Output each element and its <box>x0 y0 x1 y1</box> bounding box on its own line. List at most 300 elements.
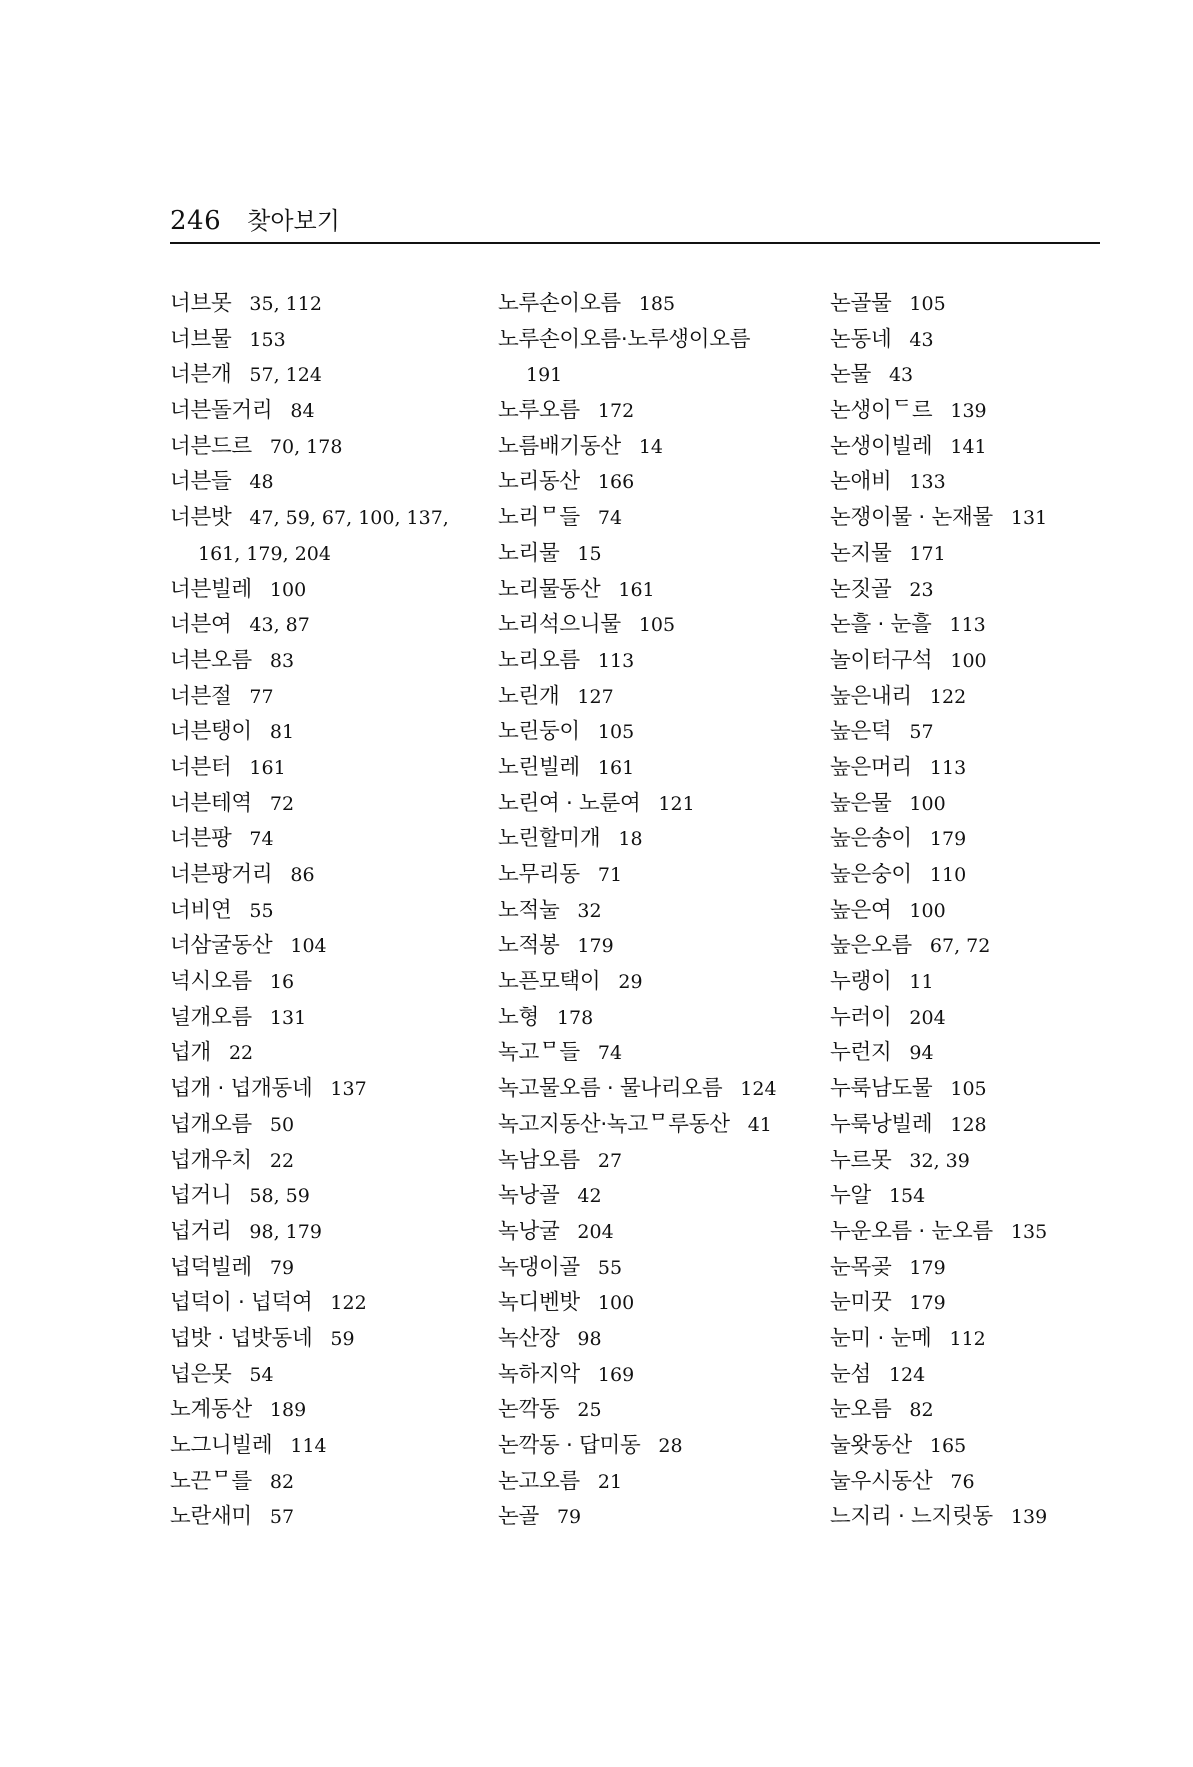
index-entry <box>170 1214 500 1250</box>
index-term: 눈섬 <box>830 1361 871 1387</box>
index-entry <box>170 464 500 500</box>
index-term: 누룩남도물 <box>830 1076 933 1102</box>
index-pages: 122 <box>330 1292 367 1315</box>
index-term: 누르못 <box>830 1147 892 1173</box>
index-pages: 74 <box>597 1042 623 1065</box>
index-pages: 122 <box>929 685 967 708</box>
index-pages: 32 <box>577 899 602 922</box>
index-term: 노적눌 <box>498 897 560 923</box>
index-entry <box>830 679 1130 715</box>
index-pages: 179 <box>929 828 967 851</box>
index-entry <box>498 572 828 608</box>
index-pages: 47, 59, 67, 100, 137, <box>249 507 449 530</box>
index-pages: 57, 124 <box>249 364 322 387</box>
index-entry <box>170 1464 500 1500</box>
index-pages: 105 <box>950 1078 987 1101</box>
index-pages: 67, 72 <box>929 935 991 958</box>
index-term: 넙덕빌레 <box>170 1254 252 1280</box>
index-term: 높은여 <box>830 897 892 923</box>
index-pages: 131 <box>1010 507 1048 530</box>
index-term: 노끈ᄆ를 <box>170 1468 252 1494</box>
index-pages: 18 <box>618 828 643 851</box>
index-entry <box>830 893 1130 929</box>
index-term: 너븐들 <box>170 469 232 495</box>
index-pages: 82 <box>269 1470 295 1493</box>
index-term: 녹디벤밧 <box>498 1290 580 1316</box>
index-entry <box>830 928 1130 964</box>
index-entry <box>170 536 500 572</box>
index-entry <box>830 1107 1130 1143</box>
index-term: 눌우시동산 <box>830 1468 933 1494</box>
index-pages: 35, 112 <box>249 293 322 315</box>
index-pages: 141 <box>950 435 987 458</box>
index-pages: 128 <box>950 1113 987 1136</box>
index-entry <box>498 821 828 857</box>
index-pages: 171 <box>909 542 946 565</box>
index-entry <box>830 607 1130 643</box>
index-term: 논애비 <box>830 469 892 495</box>
index-pages: 79 <box>269 1256 295 1279</box>
index-entry <box>170 357 500 393</box>
index-pages: 100 <box>909 899 946 922</box>
index-entry <box>170 607 500 643</box>
index-term: 눈오름 <box>830 1397 892 1423</box>
index-pages: 22 <box>269 1149 295 1172</box>
index-entry <box>498 429 828 465</box>
index-term: 넙거리 <box>170 1218 232 1244</box>
index-pages: 127 <box>577 685 614 708</box>
index-pages: 104 <box>290 935 327 958</box>
index-term: 너븐테역 <box>170 790 252 816</box>
index-entry <box>170 1178 500 1214</box>
index-entry <box>170 1321 500 1357</box>
index-entry <box>830 1321 1130 1357</box>
index-term: 노픈모택이 <box>498 969 601 995</box>
index-entry <box>170 1035 500 1071</box>
index-term: 노린둥이 <box>498 719 580 745</box>
index-entry <box>170 1392 500 1428</box>
index-pages: 70, 178 <box>269 435 343 458</box>
index-term: 눈목곶 <box>830 1254 892 1280</box>
index-entry <box>170 679 500 715</box>
index-entry <box>830 821 1130 857</box>
index-pages: 43 <box>888 364 914 387</box>
index-pages: 16 <box>269 971 295 994</box>
index-pages: 105 <box>597 721 635 744</box>
index-entry <box>170 1357 500 1393</box>
index-pages: 135 <box>1010 1220 1048 1243</box>
index-entry <box>498 607 828 643</box>
index-entry <box>830 1250 1130 1286</box>
index-term: 논깍동 · 답미동 <box>498 1433 641 1458</box>
index-pages: 32, 39 <box>909 1149 970 1172</box>
index-term: 느지리 · 느지릿동 <box>830 1504 993 1530</box>
index-term: 논쟁이물 · 논재물 <box>830 505 993 531</box>
index-term: 노적봉 <box>498 933 560 959</box>
index-pages: 76 <box>950 1470 975 1493</box>
index-term: 넙개 · 넙개동네 <box>170 1076 313 1102</box>
index-pages: 112 <box>949 1327 986 1350</box>
index-entry <box>830 536 1130 572</box>
index-entry <box>498 750 828 786</box>
index-entry <box>170 1250 500 1286</box>
index-term: 녹하지악 <box>498 1361 580 1387</box>
index-pages: 131 <box>269 1006 307 1029</box>
index-term: 노리물 <box>498 540 560 566</box>
index-entry <box>830 750 1130 786</box>
index-term: 녹고지동산·녹고ᄆ루동산 <box>498 1111 730 1137</box>
index-pages: 77 <box>249 685 274 708</box>
index-entry <box>170 821 500 857</box>
index-term: 넙은못 <box>170 1361 232 1387</box>
index-pages: 189 <box>269 1399 307 1422</box>
index-term: 누운오름 · 눈오름 <box>830 1218 993 1244</box>
index-pages: 113 <box>597 649 635 672</box>
index-term: 녹댕이골 <box>498 1254 580 1280</box>
index-entry <box>498 679 828 715</box>
index-entry <box>498 964 828 1000</box>
index-pages: 82 <box>909 1399 934 1422</box>
index-entry <box>498 536 828 572</box>
index-pages: 204 <box>909 1006 946 1029</box>
index-pages: 185 <box>638 293 676 315</box>
index-term: 녹낭굴 <box>498 1218 560 1244</box>
index-term: 노루오름 <box>498 398 580 424</box>
index-pages: 153 <box>249 328 286 351</box>
index-term: 노리석으니물 <box>498 612 621 638</box>
index-term: 너브물 <box>170 326 232 352</box>
index-entry <box>170 750 500 786</box>
index-pages: 57 <box>269 1506 295 1529</box>
index-term: 노리오름 <box>498 647 580 673</box>
index-term: 너븐개 <box>170 362 232 388</box>
index-pages: 100 <box>269 578 307 601</box>
index-column-3 <box>830 286 1130 1535</box>
index-entry <box>170 286 500 322</box>
index-entry <box>830 1071 1130 1107</box>
index-term: 노름배기동산 <box>498 433 621 459</box>
index-entry <box>170 572 500 608</box>
index-term: 노그니빌레 <box>170 1433 273 1458</box>
index-term: 논생이빌레 <box>830 433 933 459</box>
index-pages: 179 <box>909 1256 946 1279</box>
index-term: 너븐오름 <box>170 647 252 673</box>
index-term: 너븐탱이 <box>170 719 252 745</box>
index-term: 노린개 <box>498 683 560 709</box>
index-entry <box>170 1499 500 1535</box>
index-entry <box>830 393 1130 429</box>
index-entry <box>498 714 828 750</box>
index-pages: 161 <box>618 578 655 601</box>
index-term: 노린여 · 노룬여 <box>498 790 641 816</box>
index-entry <box>170 322 500 358</box>
index-pages: 191 <box>526 364 563 387</box>
index-entry <box>170 1428 500 1464</box>
index-term: 논골 <box>498 1504 539 1530</box>
index-pages: 74 <box>249 828 274 851</box>
index-pages: 161 <box>249 756 286 779</box>
index-entry <box>830 500 1130 536</box>
index-entry <box>830 1464 1130 1500</box>
index-term: 눌왓동산 <box>830 1433 912 1458</box>
page-header <box>170 196 1100 244</box>
index-term: 너븐여 <box>170 612 232 638</box>
index-term: 노리동산 <box>498 469 580 495</box>
index-pages: 137 <box>330 1078 367 1101</box>
index-entry <box>498 1178 828 1214</box>
index-entry <box>830 1357 1130 1393</box>
index-pages: 124 <box>740 1078 777 1101</box>
index-entry <box>830 286 1130 322</box>
index-term: 높은송이 <box>830 826 912 852</box>
index-term: 논골물 <box>830 291 892 316</box>
index-entry <box>830 964 1130 1000</box>
index-pages: 98 <box>577 1327 602 1350</box>
index-entry <box>498 1357 828 1393</box>
index-entry <box>830 357 1130 393</box>
index-entry <box>830 1285 1130 1321</box>
index-pages: 169 <box>597 1363 635 1386</box>
index-term: 녹고ᄆ들 <box>498 1040 580 1066</box>
index-term: 노무리동 <box>498 862 580 887</box>
index-entry <box>498 1321 828 1357</box>
index-term: 높은숭이 <box>830 862 912 887</box>
index-term: 높은내리 <box>830 683 912 709</box>
index-pages: 55 <box>597 1256 623 1279</box>
index-term: 넙개오름 <box>170 1111 252 1137</box>
index-term: 논짓골 <box>830 576 892 602</box>
index-pages: 54 <box>249 1363 274 1386</box>
index-term: 논물 <box>830 362 871 388</box>
index-entry <box>170 786 500 822</box>
index-term: 논생이ᄃ르 <box>830 398 933 424</box>
index-term: 누러이 <box>830 1004 892 1030</box>
index-term: 높은덕 <box>830 719 892 745</box>
index-pages: 50 <box>269 1113 295 1136</box>
index-term: 논동네 <box>830 326 892 352</box>
index-entry <box>498 643 828 679</box>
index-entry <box>170 964 500 1000</box>
index-entry <box>498 393 828 429</box>
index-entry <box>830 643 1130 679</box>
index-entry <box>498 1464 828 1500</box>
index-term: 노린할미개 <box>498 826 601 852</box>
index-term: 녹산장 <box>498 1325 560 1351</box>
index-term: 누랭이 <box>830 969 892 995</box>
index-entry <box>498 928 828 964</box>
index-term: 넙개 <box>170 1040 211 1066</box>
index-entry <box>498 893 828 929</box>
index-term: 높은오름 <box>830 933 912 959</box>
index-term: 노형 <box>498 1004 539 1030</box>
index-entry <box>498 1071 828 1107</box>
index-pages: 94 <box>909 1042 934 1065</box>
index-term: 너븐드르 <box>170 433 252 459</box>
index-entry <box>498 1499 828 1535</box>
index-term: 노루손이오름·노루생이오름 <box>498 326 751 352</box>
index-entry <box>830 1392 1130 1428</box>
index-entry <box>498 1250 828 1286</box>
index-term: 너븐팡거리 <box>170 862 273 887</box>
index-pages: 133 <box>909 471 946 494</box>
index-term: 높은물 <box>830 790 892 816</box>
index-entry <box>498 1392 828 1428</box>
index-pages: 121 <box>658 792 695 815</box>
index-term: 노계동산 <box>170 1397 252 1423</box>
index-entry <box>830 1428 1130 1464</box>
index-pages: 100 <box>950 649 987 672</box>
index-pages: 98, 179 <box>249 1220 322 1243</box>
index-pages: 23 <box>909 578 934 601</box>
index-entry <box>498 1143 828 1179</box>
index-pages: 48 <box>249 471 274 494</box>
index-pages: 71 <box>597 864 623 886</box>
index-pages: 161 <box>597 756 635 779</box>
index-pages: 161, 179, 204 <box>198 542 331 565</box>
index-entry <box>830 714 1130 750</box>
page-title: 찾아보기 <box>247 207 340 235</box>
index-entry <box>498 1000 828 1036</box>
index-entry <box>830 1214 1130 1250</box>
index-pages: 27 <box>597 1149 623 1172</box>
index-term: 너븐터 <box>170 754 232 780</box>
index-term: 눈미 · 눈메 <box>830 1325 932 1351</box>
index-pages: 43 <box>909 328 934 351</box>
index-term: 넙덕이 · 넙덕여 <box>170 1290 313 1316</box>
index-pages: 43, 87 <box>249 614 310 637</box>
index-entry <box>498 357 828 393</box>
index-pages: 15 <box>577 542 602 565</box>
index-pages: 72 <box>269 792 295 815</box>
index-entry <box>170 857 500 893</box>
index-term: 너븐팡 <box>170 826 232 852</box>
index-entry <box>170 1285 500 1321</box>
index-pages: 28 <box>658 1435 683 1457</box>
index-pages: 100 <box>909 792 946 815</box>
index-term: 넙개우치 <box>170 1147 252 1173</box>
index-entry <box>830 464 1130 500</box>
index-term: 논고오름 <box>498 1468 580 1494</box>
index-term: 눈미꿋 <box>830 1290 892 1316</box>
index-term: 너븐돌거리 <box>170 398 273 424</box>
index-pages: 22 <box>228 1042 254 1065</box>
index-entry <box>498 286 828 322</box>
index-pages: 84 <box>290 400 315 423</box>
index-term: 너븐밧 <box>170 505 232 531</box>
index-entry <box>830 429 1130 465</box>
index-column-2 <box>498 286 828 1535</box>
index-pages: 110 <box>929 864 967 886</box>
index-pages: 29 <box>618 971 643 994</box>
index-pages: 79 <box>556 1506 582 1529</box>
index-entry <box>830 1000 1130 1036</box>
index-term: 노리물동산 <box>498 576 601 602</box>
index-entry <box>170 393 500 429</box>
index-entry <box>498 1285 828 1321</box>
index-pages: 124 <box>888 1363 926 1386</box>
index-term: 누룩낭빌레 <box>830 1111 933 1137</box>
index-entry <box>830 1178 1130 1214</box>
index-pages: 114 <box>290 1435 327 1457</box>
index-term: 논지물 <box>830 540 892 566</box>
index-pages: 11 <box>909 971 934 994</box>
index-term: 논흘 · 눈흘 <box>830 612 932 638</box>
index-entry <box>498 322 828 358</box>
index-pages: 86 <box>290 864 315 886</box>
index-entry <box>498 857 828 893</box>
index-pages: 41 <box>747 1113 772 1136</box>
index-term: 너븐빌레 <box>170 576 252 602</box>
index-pages: 178 <box>556 1006 594 1029</box>
index-term: 녹남오름 <box>498 1147 580 1173</box>
index-pages: 204 <box>577 1220 614 1243</box>
index-term: 누런지 <box>830 1040 892 1066</box>
index-entry <box>830 1035 1130 1071</box>
index-pages: 83 <box>269 649 295 672</box>
index-entry <box>830 322 1130 358</box>
index-pages: 25 <box>577 1399 602 1422</box>
index-pages: 179 <box>909 1292 946 1315</box>
index-entry <box>170 893 500 929</box>
index-entry <box>498 464 828 500</box>
index-pages: 21 <box>597 1470 623 1493</box>
index-pages: 113 <box>949 614 986 637</box>
index-entry <box>170 928 500 964</box>
index-term: 노린빌레 <box>498 754 580 780</box>
index-entry <box>170 1000 500 1036</box>
index-term: 너브못 <box>170 291 232 316</box>
index-entry <box>170 714 500 750</box>
index-term: 너삼굴동산 <box>170 933 273 959</box>
index-pages: 154 <box>888 1185 926 1208</box>
index-term: 넉시오름 <box>170 969 252 995</box>
index-pages: 172 <box>597 400 635 423</box>
index-entry <box>170 643 500 679</box>
index-term: 너븐절 <box>170 683 232 709</box>
index-pages: 105 <box>909 293 946 315</box>
index-pages: 59 <box>330 1327 355 1350</box>
index-term: 노란새미 <box>170 1504 252 1530</box>
index-entry <box>170 500 500 536</box>
index-pages: 14 <box>638 435 664 458</box>
index-entry <box>170 429 500 465</box>
index-pages: 113 <box>929 756 967 779</box>
index-entry <box>830 1499 1130 1535</box>
index-entry <box>830 786 1130 822</box>
index-pages: 58, 59 <box>249 1185 310 1208</box>
index-entry <box>170 1143 500 1179</box>
index-term: 너비연 <box>170 897 232 923</box>
page-number: 246 <box>170 206 222 236</box>
index-term: 누알 <box>830 1183 871 1209</box>
index-entry <box>498 1428 828 1464</box>
index-pages: 105 <box>638 614 676 637</box>
index-term: 높은머리 <box>830 754 912 780</box>
index-entry <box>830 1143 1130 1179</box>
index-pages: 179 <box>577 935 614 958</box>
index-pages: 166 <box>597 471 635 494</box>
index-entry <box>498 1214 828 1250</box>
index-pages: 74 <box>597 507 623 530</box>
index-pages: 139 <box>950 400 987 423</box>
index-pages: 55 <box>249 899 274 922</box>
index-pages: 81 <box>269 721 295 744</box>
index-column-1 <box>170 286 500 1535</box>
index-entry <box>498 500 828 536</box>
index-term: 논깍동 <box>498 1397 560 1423</box>
index-term: 노루손이오름 <box>498 291 621 316</box>
index-entry <box>830 857 1130 893</box>
